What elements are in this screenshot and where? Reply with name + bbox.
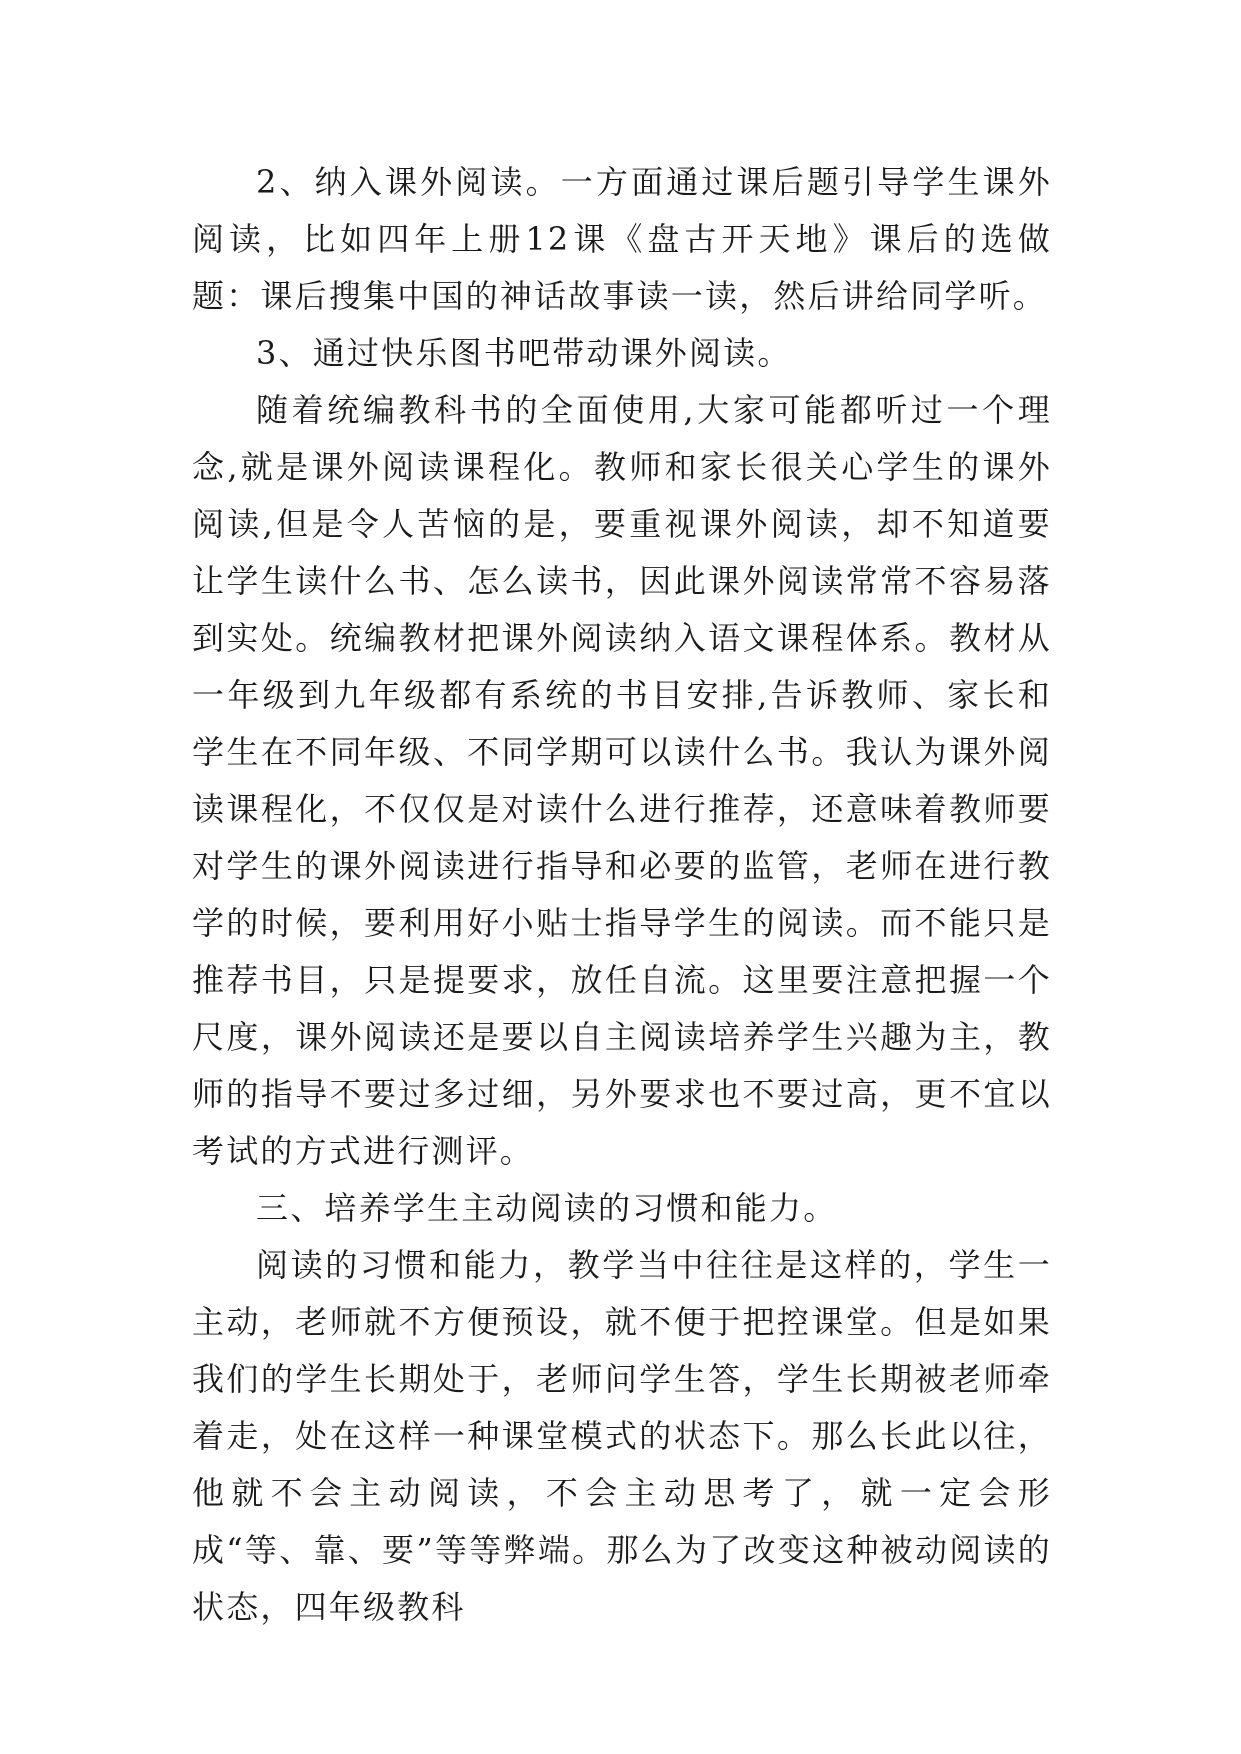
paragraph-curriculum-reading: 随着统编教科书的全面使用,大家可能都听过一个理念,就是课外阅读课程化。教师和家长很关心学生的课外阅读,但是令人苦恼的是，要重视课外阅读，却不知道要让学生读什么书、怎么读书，因此课外阅读常常不容易落到实处。统编教材把课外阅读纳入语文课程体系。教材从一年级到九年级都有系统的书目安排,告诉教师、家长和学生在不同年级、不同学期可以读什么书。我认为课外阅读课程化，不仅仅是对读什么进行推荐，还意味着教师要对学生的课外阅读进行指导和必要的监管，老师在进行教学的时候，要利用好小贴士指导学生的阅读。而不能只是推荐书目，只是提要求，放任自流。这里要注意把握一个尺度，课外阅读还是要以自主阅读培养学生兴趣为主，教师的指导不要过多过细，另外要求也不要过高，更不宜以考试的方式进行测评。	[192, 391, 1052, 1170]
paragraph-extracurricular-reading: 2、纳入课外阅读。一方面通过课后题引导学生课外阅读，比如四年上册12课《盘古开天地》课后的选做题：课后搜集中国的神话故事读一读，然后讲给同学听。	[192, 163, 1052, 315]
paragraph-happy-book-bar: 3、通过快乐图书吧带动课外阅读。	[256, 334, 792, 372]
section-heading-active-reading: 三、培养学生主动阅读的习惯和能力。	[256, 1189, 838, 1227]
document-body	[192, 154, 1052, 1636]
paragraph-reading-habits: 阅读的习惯和能力，教学当中往往是这样的，学生一主动，老师就不方便预设，就不便于把控课堂。但是如果我们的学生长期处于，老师问学生答，学生长期被老师牵着走，处在这样一种课堂模式的状态下。那么长此以往，他就不会主动阅读，不会主动思考了，就一定会形成“等、靠、要”等等弊端。那么为了改变这种被动阅读的状态，四年级教科	[192, 1246, 1052, 1626]
